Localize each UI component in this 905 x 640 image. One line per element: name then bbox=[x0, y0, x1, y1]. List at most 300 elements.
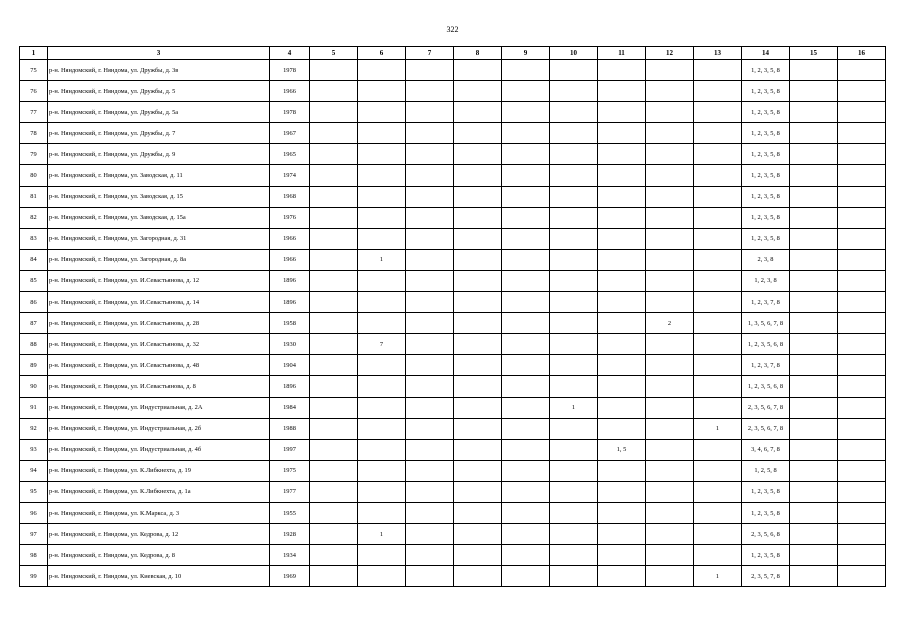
col5-cell bbox=[310, 376, 358, 397]
col7-cell bbox=[406, 270, 454, 291]
col9-cell bbox=[502, 566, 550, 587]
address-cell: р-н. Няндомский, г. Няндома, ул. Дружбы, д. 9 bbox=[48, 144, 270, 165]
col10-cell bbox=[550, 207, 598, 228]
col5-cell bbox=[310, 228, 358, 249]
col9-cell bbox=[502, 460, 550, 481]
table-row bbox=[20, 228, 886, 249]
col5-cell bbox=[310, 207, 358, 228]
col5-cell bbox=[310, 270, 358, 291]
col15-cell bbox=[790, 376, 838, 397]
col15-cell bbox=[790, 165, 838, 186]
col11-cell bbox=[598, 228, 646, 249]
col9-cell bbox=[502, 355, 550, 376]
col7-cell bbox=[406, 545, 454, 566]
col9-cell bbox=[502, 123, 550, 144]
col14-cell: 3, 4, 6, 7, 8 bbox=[742, 439, 790, 460]
col13-cell bbox=[694, 397, 742, 418]
year-cell: 1966 bbox=[270, 228, 310, 249]
col8-cell bbox=[454, 334, 502, 355]
col6-cell bbox=[358, 292, 406, 313]
col9-cell bbox=[502, 249, 550, 270]
year-cell: 1978 bbox=[270, 60, 310, 81]
col14-cell: 1, 2, 3, 5, 8 bbox=[742, 481, 790, 502]
column-header: 11 bbox=[598, 47, 646, 60]
col5-cell bbox=[310, 524, 358, 545]
table-row bbox=[20, 376, 886, 397]
row-number-cell: 75 bbox=[20, 60, 48, 81]
col16-cell bbox=[838, 439, 886, 460]
col16-cell bbox=[838, 292, 886, 313]
table-row bbox=[20, 566, 886, 587]
col14-cell: 1, 2, 3, 5, 8 bbox=[742, 102, 790, 123]
col6-cell bbox=[358, 397, 406, 418]
col9-cell bbox=[502, 376, 550, 397]
year-cell: 1984 bbox=[270, 397, 310, 418]
col15-cell bbox=[790, 102, 838, 123]
col12-cell: 2 bbox=[646, 313, 694, 334]
col11-cell bbox=[598, 313, 646, 334]
address-cell: р-н. Няндомский, г. Няндома, ул. Кедрова, д. 8 bbox=[48, 545, 270, 566]
col5-cell bbox=[310, 186, 358, 207]
address-cell: р-н. Няндомский, г. Няндома, ул. Заводская, д. 15 bbox=[48, 186, 270, 207]
address-cell: р-н. Няндомский, г. Няндома, ул. Дружбы, д. 5а bbox=[48, 102, 270, 123]
col13-cell bbox=[694, 81, 742, 102]
col7-cell bbox=[406, 228, 454, 249]
address-cell: р-н. Няндомский, г. Няндома, ул. И.Севастьянова, д. 14 bbox=[48, 292, 270, 313]
table-row bbox=[20, 165, 886, 186]
row-number-cell: 80 bbox=[20, 165, 48, 186]
col15-cell bbox=[790, 144, 838, 165]
col9-cell bbox=[502, 481, 550, 502]
address-cell: р-н. Няндомский, г. Няндома, ул. К.Маркса, д. 3 bbox=[48, 502, 270, 523]
col8-cell bbox=[454, 60, 502, 81]
year-cell: 1977 bbox=[270, 481, 310, 502]
col7-cell bbox=[406, 439, 454, 460]
col12-cell bbox=[646, 292, 694, 313]
col12-cell bbox=[646, 165, 694, 186]
col15-cell bbox=[790, 334, 838, 355]
col16-cell bbox=[838, 334, 886, 355]
col13-cell bbox=[694, 165, 742, 186]
col5-cell bbox=[310, 292, 358, 313]
col5-cell bbox=[310, 334, 358, 355]
row-number-cell: 95 bbox=[20, 481, 48, 502]
row-number-cell: 94 bbox=[20, 460, 48, 481]
row-number-cell: 77 bbox=[20, 102, 48, 123]
col11-cell bbox=[598, 355, 646, 376]
col9-cell bbox=[502, 102, 550, 123]
col9-cell bbox=[502, 81, 550, 102]
col11-cell bbox=[598, 566, 646, 587]
column-header: 12 bbox=[646, 47, 694, 60]
row-number-cell: 84 bbox=[20, 249, 48, 270]
address-cell: р-н. Няндомский, г. Няндома, ул. К.Либкнехта, д. 1а bbox=[48, 481, 270, 502]
col16-cell bbox=[838, 207, 886, 228]
year-cell: 1997 bbox=[270, 439, 310, 460]
col12-cell bbox=[646, 207, 694, 228]
col14-cell: 1, 2, 3, 5, 8 bbox=[742, 207, 790, 228]
address-cell: р-н. Няндомский, г. Няндома, ул. И.Севастьянова, д. 12 bbox=[48, 270, 270, 291]
col10-cell bbox=[550, 270, 598, 291]
col14-cell: 1, 2, 3, 5, 8 bbox=[742, 123, 790, 144]
col15-cell bbox=[790, 460, 838, 481]
col9-cell bbox=[502, 334, 550, 355]
col8-cell bbox=[454, 228, 502, 249]
col11-cell bbox=[598, 481, 646, 502]
col5-cell bbox=[310, 60, 358, 81]
col10-cell bbox=[550, 460, 598, 481]
col16-cell bbox=[838, 270, 886, 291]
col13-cell bbox=[694, 249, 742, 270]
address-cell: р-н. Няндомский, г. Няндома, ул. И.Севастьянова, д. 48 bbox=[48, 355, 270, 376]
col16-cell bbox=[838, 186, 886, 207]
col14-cell: 1, 2, 3, 5, 8 bbox=[742, 81, 790, 102]
table-row bbox=[20, 481, 886, 502]
col14-cell: 1, 2, 3, 5, 8 bbox=[742, 545, 790, 566]
col7-cell bbox=[406, 292, 454, 313]
address-cell: р-н. Няндомский, г. Няндома, ул. Индустриальная, д. 2б bbox=[48, 418, 270, 439]
col14-cell: 2, 3, 5, 7, 8 bbox=[742, 566, 790, 587]
col14-cell: 1, 2, 3, 5, 6, 8 bbox=[742, 334, 790, 355]
year-cell: 1965 bbox=[270, 144, 310, 165]
col6-cell bbox=[358, 144, 406, 165]
col5-cell bbox=[310, 313, 358, 334]
row-number-cell: 85 bbox=[20, 270, 48, 291]
col10-cell bbox=[550, 524, 598, 545]
col7-cell bbox=[406, 102, 454, 123]
col6-cell bbox=[358, 228, 406, 249]
col8-cell bbox=[454, 418, 502, 439]
col16-cell bbox=[838, 566, 886, 587]
col12-cell bbox=[646, 144, 694, 165]
col5-cell bbox=[310, 545, 358, 566]
col16-cell bbox=[838, 81, 886, 102]
col6-cell: 1 bbox=[358, 524, 406, 545]
row-number-cell: 98 bbox=[20, 545, 48, 566]
col9-cell bbox=[502, 270, 550, 291]
col10-cell bbox=[550, 313, 598, 334]
col10-cell bbox=[550, 102, 598, 123]
address-cell: р-н. Няндомский, г. Няндома, ул. И.Севастьянова, д. 32 bbox=[48, 334, 270, 355]
col7-cell bbox=[406, 249, 454, 270]
col10-cell bbox=[550, 228, 598, 249]
column-header: 15 bbox=[790, 47, 838, 60]
col16-cell bbox=[838, 355, 886, 376]
row-number-cell: 92 bbox=[20, 418, 48, 439]
col6-cell bbox=[358, 207, 406, 228]
col8-cell bbox=[454, 313, 502, 334]
col13-cell bbox=[694, 481, 742, 502]
col16-cell bbox=[838, 397, 886, 418]
col12-cell bbox=[646, 481, 694, 502]
row-number-cell: 79 bbox=[20, 144, 48, 165]
col15-cell bbox=[790, 397, 838, 418]
building-registry-table bbox=[19, 46, 886, 587]
address-cell: р-н. Няндомский, г. Няндома, ул. Киевская, д. 10 bbox=[48, 566, 270, 587]
row-number-cell: 76 bbox=[20, 81, 48, 102]
table-row bbox=[20, 144, 886, 165]
col12-cell bbox=[646, 502, 694, 523]
col11-cell bbox=[598, 60, 646, 81]
col6-cell bbox=[358, 123, 406, 144]
table-row bbox=[20, 313, 886, 334]
col6-cell: 7 bbox=[358, 334, 406, 355]
col12-cell bbox=[646, 376, 694, 397]
col7-cell bbox=[406, 502, 454, 523]
column-header: 7 bbox=[406, 47, 454, 60]
col6-cell bbox=[358, 439, 406, 460]
col16-cell bbox=[838, 60, 886, 81]
col9-cell bbox=[502, 313, 550, 334]
year-cell: 1958 bbox=[270, 313, 310, 334]
col5-cell bbox=[310, 355, 358, 376]
col11-cell: 1, 5 bbox=[598, 439, 646, 460]
col12-cell bbox=[646, 418, 694, 439]
col8-cell bbox=[454, 502, 502, 523]
col5-cell bbox=[310, 165, 358, 186]
col11-cell bbox=[598, 292, 646, 313]
col14-cell: 1, 2, 3, 5, 8 bbox=[742, 144, 790, 165]
col6-cell bbox=[358, 81, 406, 102]
col7-cell bbox=[406, 165, 454, 186]
year-cell: 1896 bbox=[270, 292, 310, 313]
col13-cell bbox=[694, 207, 742, 228]
col10-cell bbox=[550, 418, 598, 439]
col8-cell bbox=[454, 186, 502, 207]
col6-cell bbox=[358, 60, 406, 81]
table-row bbox=[20, 292, 886, 313]
row-number-cell: 93 bbox=[20, 439, 48, 460]
col15-cell bbox=[790, 439, 838, 460]
col14-cell: 1, 2, 3, 5, 6, 8 bbox=[742, 376, 790, 397]
col8-cell bbox=[454, 165, 502, 186]
col8-cell bbox=[454, 81, 502, 102]
row-number-cell: 86 bbox=[20, 292, 48, 313]
col8-cell bbox=[454, 439, 502, 460]
col13-cell bbox=[694, 102, 742, 123]
col8-cell bbox=[454, 249, 502, 270]
col15-cell bbox=[790, 270, 838, 291]
col13-cell bbox=[694, 376, 742, 397]
table-row bbox=[20, 502, 886, 523]
col14-cell: 1, 3, 5, 6, 7, 8 bbox=[742, 313, 790, 334]
col10-cell bbox=[550, 355, 598, 376]
col9-cell bbox=[502, 165, 550, 186]
col11-cell bbox=[598, 186, 646, 207]
col6-cell bbox=[358, 502, 406, 523]
col10-cell bbox=[550, 439, 598, 460]
col10-cell bbox=[550, 502, 598, 523]
col7-cell bbox=[406, 460, 454, 481]
table-row bbox=[20, 418, 886, 439]
col12-cell bbox=[646, 334, 694, 355]
col13-cell bbox=[694, 144, 742, 165]
col8-cell bbox=[454, 123, 502, 144]
col5-cell bbox=[310, 123, 358, 144]
col15-cell bbox=[790, 418, 838, 439]
col12-cell bbox=[646, 81, 694, 102]
year-cell: 1975 bbox=[270, 460, 310, 481]
col10-cell bbox=[550, 165, 598, 186]
col7-cell bbox=[406, 186, 454, 207]
row-number-cell: 81 bbox=[20, 186, 48, 207]
col12-cell bbox=[646, 524, 694, 545]
col5-cell bbox=[310, 566, 358, 587]
table-row bbox=[20, 270, 886, 291]
column-header: 13 bbox=[694, 47, 742, 60]
col15-cell bbox=[790, 566, 838, 587]
col14-cell: 1, 2, 3, 5, 8 bbox=[742, 228, 790, 249]
col16-cell bbox=[838, 418, 886, 439]
table-row bbox=[20, 334, 886, 355]
year-cell: 1974 bbox=[270, 165, 310, 186]
col5-cell bbox=[310, 439, 358, 460]
year-cell: 1966 bbox=[270, 249, 310, 270]
col16-cell bbox=[838, 524, 886, 545]
col13-cell: 1 bbox=[694, 566, 742, 587]
row-number-cell: 82 bbox=[20, 207, 48, 228]
col6-cell bbox=[358, 355, 406, 376]
col14-cell: 2, 3, 8 bbox=[742, 249, 790, 270]
table-row bbox=[20, 123, 886, 144]
col5-cell bbox=[310, 502, 358, 523]
year-cell: 1934 bbox=[270, 545, 310, 566]
col16-cell bbox=[838, 481, 886, 502]
col9-cell bbox=[502, 418, 550, 439]
col11-cell bbox=[598, 102, 646, 123]
col12-cell bbox=[646, 270, 694, 291]
col10-cell bbox=[550, 144, 598, 165]
year-cell: 1896 bbox=[270, 270, 310, 291]
address-cell: р-н. Няндомский, г. Няндома, ул. Дружбы, д. 5 bbox=[48, 81, 270, 102]
column-header: 14 bbox=[742, 47, 790, 60]
col14-cell: 1, 2, 3, 7, 8 bbox=[742, 355, 790, 376]
col8-cell bbox=[454, 270, 502, 291]
year-cell: 1976 bbox=[270, 207, 310, 228]
col8-cell bbox=[454, 397, 502, 418]
col15-cell bbox=[790, 207, 838, 228]
column-header: 8 bbox=[454, 47, 502, 60]
col15-cell bbox=[790, 60, 838, 81]
col15-cell bbox=[790, 228, 838, 249]
year-cell: 1968 bbox=[270, 186, 310, 207]
col6-cell bbox=[358, 102, 406, 123]
year-cell: 1930 bbox=[270, 334, 310, 355]
year-cell: 1967 bbox=[270, 123, 310, 144]
col10-cell bbox=[550, 186, 598, 207]
col9-cell bbox=[502, 502, 550, 523]
year-cell: 1988 bbox=[270, 418, 310, 439]
col16-cell bbox=[838, 502, 886, 523]
address-cell: р-н. Няндомский, г. Няндома, ул. Кедрова, д. 12 bbox=[48, 524, 270, 545]
table-row bbox=[20, 355, 886, 376]
col16-cell bbox=[838, 313, 886, 334]
col7-cell bbox=[406, 355, 454, 376]
col7-cell bbox=[406, 376, 454, 397]
col8-cell bbox=[454, 355, 502, 376]
col6-cell bbox=[358, 165, 406, 186]
col11-cell bbox=[598, 545, 646, 566]
column-header: 1 bbox=[20, 47, 48, 60]
col7-cell bbox=[406, 60, 454, 81]
row-number-cell: 91 bbox=[20, 397, 48, 418]
row-number-cell: 99 bbox=[20, 566, 48, 587]
col15-cell bbox=[790, 249, 838, 270]
address-cell: р-н. Няндомский, г. Няндома, ул. Загородная, д. 8а bbox=[48, 249, 270, 270]
col7-cell bbox=[406, 313, 454, 334]
col16-cell bbox=[838, 460, 886, 481]
col10-cell bbox=[550, 81, 598, 102]
table-row bbox=[20, 397, 886, 418]
col8-cell bbox=[454, 207, 502, 228]
year-cell: 1978 bbox=[270, 102, 310, 123]
col5-cell bbox=[310, 249, 358, 270]
column-header: 5 bbox=[310, 47, 358, 60]
col13-cell bbox=[694, 460, 742, 481]
col15-cell bbox=[790, 81, 838, 102]
col11-cell bbox=[598, 334, 646, 355]
col12-cell bbox=[646, 228, 694, 249]
col8-cell bbox=[454, 460, 502, 481]
col13-cell bbox=[694, 355, 742, 376]
col8-cell bbox=[454, 144, 502, 165]
table-row bbox=[20, 186, 886, 207]
col15-cell bbox=[790, 292, 838, 313]
col9-cell bbox=[502, 207, 550, 228]
col8-cell bbox=[454, 481, 502, 502]
col9-cell bbox=[502, 60, 550, 81]
col13-cell bbox=[694, 60, 742, 81]
col7-cell bbox=[406, 334, 454, 355]
row-number-cell: 78 bbox=[20, 123, 48, 144]
col7-cell bbox=[406, 418, 454, 439]
col11-cell bbox=[598, 207, 646, 228]
col10-cell: 1 bbox=[550, 397, 598, 418]
col14-cell: 1, 2, 3, 5, 8 bbox=[742, 502, 790, 523]
col13-cell bbox=[694, 123, 742, 144]
col14-cell: 2, 3, 5, 6, 7, 8 bbox=[742, 418, 790, 439]
col14-cell: 2, 3, 5, 6, 7, 8 bbox=[742, 397, 790, 418]
col13-cell bbox=[694, 292, 742, 313]
col10-cell bbox=[550, 249, 598, 270]
col15-cell bbox=[790, 186, 838, 207]
col11-cell bbox=[598, 376, 646, 397]
col6-cell bbox=[358, 376, 406, 397]
col9-cell bbox=[502, 144, 550, 165]
col10-cell bbox=[550, 566, 598, 587]
col13-cell bbox=[694, 270, 742, 291]
row-number-cell: 96 bbox=[20, 502, 48, 523]
col7-cell bbox=[406, 144, 454, 165]
column-header: 6 bbox=[358, 47, 406, 60]
col11-cell bbox=[598, 81, 646, 102]
col14-cell: 1, 2, 5, 8 bbox=[742, 460, 790, 481]
col12-cell bbox=[646, 460, 694, 481]
address-cell: р-н. Няндомский, г. Няндома, ул. Загородная, д. 31 bbox=[48, 228, 270, 249]
col13-cell bbox=[694, 439, 742, 460]
col12-cell bbox=[646, 123, 694, 144]
col13-cell: 1 bbox=[694, 418, 742, 439]
col9-cell bbox=[502, 397, 550, 418]
col7-cell bbox=[406, 566, 454, 587]
year-cell: 1904 bbox=[270, 355, 310, 376]
table-row bbox=[20, 249, 886, 270]
table-row bbox=[20, 524, 886, 545]
col14-cell: 2, 3, 5, 6, 8 bbox=[742, 524, 790, 545]
col14-cell: 1, 2, 3, 7, 8 bbox=[742, 292, 790, 313]
column-header: 10 bbox=[550, 47, 598, 60]
table-row bbox=[20, 81, 886, 102]
